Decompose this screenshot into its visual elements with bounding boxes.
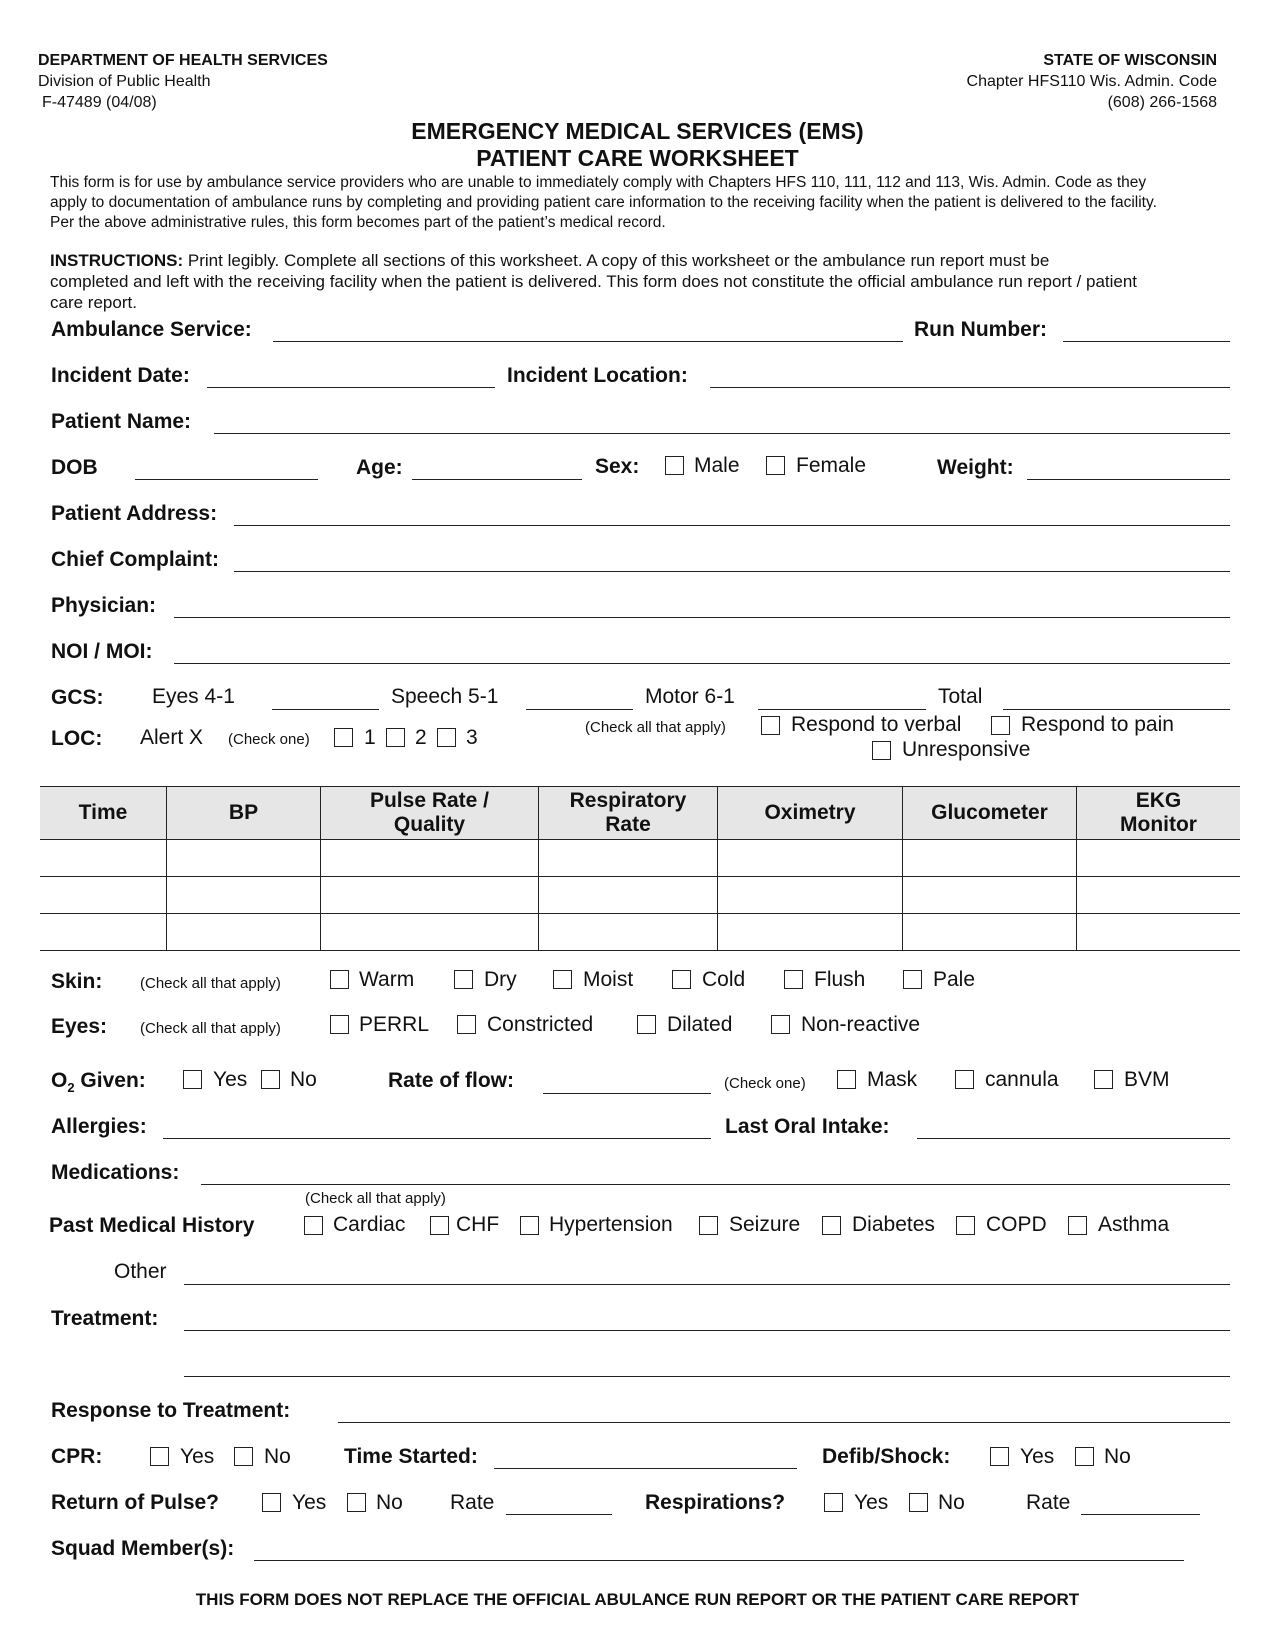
skin-label: Skin:: [51, 970, 103, 993]
defib-yes-checkbox[interactable]: [990, 1447, 1009, 1466]
skin-dry-label: Dry: [484, 968, 517, 991]
pmh-seizure-label: Seizure: [729, 1213, 801, 1236]
patient-address-field[interactable]: [234, 525, 1230, 526]
table-cell[interactable]: [1077, 840, 1241, 877]
eyes-hint: (Check all that apply): [140, 1020, 281, 1037]
allergies-label: Allergies:: [51, 1115, 147, 1138]
eyes-dilated-label: Dilated: [667, 1013, 733, 1036]
dob-field[interactable]: [135, 479, 318, 480]
gcs-label: GCS:: [51, 686, 104, 709]
treatment-label: Treatment:: [51, 1307, 159, 1330]
pulse-rate-field[interactable]: [506, 1514, 612, 1515]
form-title-line1: EMERGENCY MEDICAL SERVICES (EMS): [411, 118, 864, 144]
pulse-yes-label: Yes: [292, 1491, 327, 1514]
skin-moist-label: Moist: [583, 968, 634, 991]
incident-location-label: Incident Location:: [507, 364, 688, 387]
respond-verbal-label: Respond to verbal: [791, 713, 962, 736]
rate-of-flow-label: Rate of flow:: [388, 1069, 514, 1092]
chapter-code: Chapter HFS110 Wis. Admin. Code: [966, 73, 1217, 90]
last-oral-intake-label: Last Oral Intake:: [725, 1115, 890, 1138]
time-started-label: Time Started:: [344, 1445, 478, 1468]
incident-date-field[interactable]: [207, 387, 495, 388]
medications-field[interactable]: [201, 1184, 1230, 1185]
form-title-line2: PATIENT CARE WORKSHEET: [476, 145, 799, 171]
o2-no-checkbox[interactable]: [261, 1070, 280, 1089]
o2-given-label: $O_2$ Given:: [51, 1069, 146, 1096]
medications-label: Medications:: [51, 1161, 180, 1184]
pmh-hypertension-label: Hypertension: [549, 1213, 673, 1236]
loc-1-checkbox[interactable]: [334, 728, 353, 747]
pmh-copd-checkbox[interactable]: [956, 1216, 975, 1235]
pmh-chf-label: CHF: [456, 1213, 500, 1236]
resp-rate-label: Rate: [1026, 1491, 1071, 1514]
col-bp: BP: [167, 787, 321, 840]
table-cell[interactable]: [903, 914, 1077, 951]
form-number: F-47489 (04/08): [42, 94, 157, 111]
gcs-motor-field[interactable]: [758, 709, 926, 710]
instructions-label: INSTRUCTIONS:: [50, 251, 184, 270]
eyes-nonreactive-label: Non-reactive: [801, 1013, 921, 1036]
treatment-field-1[interactable]: [184, 1330, 1230, 1331]
resp-no-label: No: [938, 1491, 965, 1514]
division-name: Division of Public Health: [38, 73, 211, 90]
table-cell[interactable]: [167, 840, 321, 877]
cpr-yes-label: Yes: [180, 1445, 215, 1468]
female-checkbox[interactable]: [766, 456, 785, 475]
skin-pale-label: Pale: [933, 968, 976, 991]
cpr-no-checkbox[interactable]: [234, 1447, 253, 1466]
pmh-cardiac-checkbox[interactable]: [304, 1216, 323, 1235]
table-cell[interactable]: [539, 914, 718, 951]
phone-number: (608) 266-1568: [1107, 94, 1217, 111]
patient-name-field[interactable]: [214, 433, 1230, 434]
table-row: [40, 914, 1240, 951]
table-row: [40, 840, 1240, 877]
pmh-seizure-checkbox[interactable]: [699, 1216, 718, 1235]
cannula-checkbox[interactable]: [955, 1070, 974, 1089]
skin-dry-checkbox[interactable]: [454, 970, 473, 989]
patient-name-label: Patient Name:: [51, 410, 192, 433]
cpr-label: CPR:: [51, 1445, 103, 1468]
o2-yes-label: Yes: [213, 1068, 248, 1091]
footer-notice: THIS FORM DOES NOT REPLACE THE OFFICIAL ABULANCE RUN REPORT OR THE PATIENT CARE REPORT: [195, 1590, 1080, 1609]
noi-moi-field[interactable]: [174, 663, 1230, 664]
skin-cold-checkbox[interactable]: [672, 970, 691, 989]
response-field[interactable]: [338, 1422, 1230, 1423]
state-name: STATE OF WISCONSIN: [1043, 52, 1217, 69]
resp-yes-checkbox[interactable]: [824, 1493, 843, 1512]
treatment-field-2[interactable]: [184, 1376, 1230, 1377]
skin-warm-label: Warm: [359, 968, 415, 991]
resp-rate-field[interactable]: [1081, 1514, 1200, 1515]
eyes-constricted-label: Constricted: [487, 1013, 594, 1036]
loc-alert-label: Alert X: [140, 726, 204, 749]
bvm-label: BVM: [1124, 1068, 1170, 1091]
col-respiratory: Respiratory Rate: [539, 787, 718, 840]
ambulance-service-field[interactable]: [273, 341, 903, 342]
patient-address-label: Patient Address:: [51, 502, 218, 525]
pmh-hint: (Check all that apply): [305, 1190, 446, 1207]
table-cell[interactable]: [718, 914, 903, 951]
pmh-asthma-label: Asthma: [1098, 1213, 1170, 1236]
rate-of-flow-field[interactable]: [543, 1093, 711, 1094]
vitals-table: [40, 786, 1240, 951]
sex-label: Sex:: [595, 455, 640, 478]
time-started-field[interactable]: [494, 1468, 797, 1469]
chief-complaint-field[interactable]: [234, 571, 1230, 572]
eyes-constricted-checkbox[interactable]: [457, 1015, 476, 1034]
table-cell[interactable]: [1077, 877, 1241, 914]
loc-3-checkbox[interactable]: [437, 728, 456, 747]
gcs-motor-label: Motor 6-1: [645, 685, 735, 708]
respirations-label: Respirations?: [645, 1491, 786, 1514]
male-checkbox[interactable]: [665, 456, 684, 475]
mask-label: Mask: [867, 1068, 918, 1091]
table-cell[interactable]: [718, 840, 903, 877]
incident-date-label: Incident Date:: [51, 364, 190, 387]
pmh-other-label: Other: [114, 1260, 167, 1283]
mask-checkbox[interactable]: [837, 1070, 856, 1089]
pmh-chf-checkbox[interactable]: [430, 1216, 449, 1235]
pulse-rate-label: Rate: [450, 1491, 495, 1514]
loc-2-checkbox[interactable]: [386, 728, 405, 747]
weight-label: Weight:: [937, 456, 1014, 479]
gcs-total-field[interactable]: [1003, 709, 1230, 710]
pmh-other-field[interactable]: [184, 1284, 1230, 1285]
table-cell[interactable]: [1077, 914, 1241, 951]
ambulance-service-label: Ambulance Service:: [51, 318, 252, 341]
squad-members-label: Squad Member(s):: [51, 1537, 235, 1560]
physician-label: Physician:: [51, 594, 157, 617]
defib-yes-label: Yes: [1020, 1445, 1055, 1468]
table-cell[interactable]: [539, 877, 718, 914]
noi-moi-label: NOI / MOI:: [51, 640, 153, 663]
skin-hint: (Check all that apply): [140, 975, 281, 992]
pulse-yes-checkbox[interactable]: [262, 1493, 281, 1512]
instructions-line1: [50, 251, 1049, 271]
eyes-label: Eyes:: [51, 1015, 108, 1038]
gcs-speech-label: Speech 5-1: [391, 685, 499, 708]
table-cell[interactable]: [321, 877, 539, 914]
table-cell[interactable]: [167, 914, 321, 951]
age-field[interactable]: [412, 479, 582, 480]
pmh-copd-label: COPD: [986, 1213, 1047, 1236]
weight-field[interactable]: [1027, 479, 1230, 480]
gcs-speech-field[interactable]: [526, 709, 633, 710]
intro-line3: Per the above administrative rules, this form becomes part of the patient’s medical record.: [50, 214, 666, 231]
table-cell[interactable]: [539, 840, 718, 877]
last-oral-intake-field[interactable]: [917, 1138, 1230, 1139]
eyes-nonreactive-checkbox[interactable]: [771, 1015, 790, 1034]
chief-complaint-label: Chief Complaint:: [51, 548, 219, 571]
skin-cold-label: Cold: [702, 968, 746, 991]
col-glucometer: Glucometer: [903, 787, 1077, 840]
o2-yes-checkbox[interactable]: [183, 1070, 202, 1089]
defib-label: Defib/Shock:: [822, 1445, 951, 1468]
respond-verbal-checkbox[interactable]: [761, 716, 780, 735]
intro-line2: apply to documentation of ambulance runs by completing and providing patient care information to the receiving facility when the patient is delivered to the facility.: [50, 194, 1157, 211]
gcs-eyes-field[interactable]: [272, 709, 379, 710]
respond-pain-checkbox[interactable]: [991, 716, 1010, 735]
skin-moist-checkbox[interactable]: [553, 970, 572, 989]
instructions-line2: completed and left with the receiving facility when the patient is delivered. This form does not constitute the official ambulance run report / patient: [50, 272, 1138, 291]
eyes-perrl-checkbox[interactable]: [330, 1015, 349, 1034]
run-number-field[interactable]: [1063, 341, 1230, 342]
department-name: DEPARTMENT OF HEALTH SERVICES: [38, 52, 328, 69]
loc-1-label: 1: [364, 726, 376, 749]
table-cell[interactable]: [40, 877, 167, 914]
pmh-diabetes-checkbox[interactable]: [822, 1216, 841, 1235]
skin-flush-checkbox[interactable]: [784, 970, 803, 989]
age-label: Age:: [356, 456, 403, 479]
bvm-checkbox[interactable]: [1094, 1070, 1113, 1089]
col-pulse: Pulse Rate / Quality: [321, 787, 539, 840]
squad-members-field[interactable]: [254, 1560, 1184, 1561]
unresponsive-label: Unresponsive: [902, 738, 1031, 761]
intro-line1: This form is for use by ambulance service providers who are unable to immediately comply with Chapters HFS 110, 111, 112 and 113, Wis. Admin. Code as they: [50, 174, 1147, 191]
skin-flush-label: Flush: [814, 968, 866, 991]
run-number-label: Run Number:: [914, 318, 1047, 341]
pulse-no-label: No: [376, 1491, 403, 1514]
cpr-yes-checkbox[interactable]: [150, 1447, 169, 1466]
defib-no-checkbox[interactable]: [1075, 1447, 1094, 1466]
response-label: Response to Treatment:: [51, 1399, 291, 1422]
col-oximetry: Oximetry: [718, 787, 903, 840]
table-cell[interactable]: [903, 877, 1077, 914]
table-cell[interactable]: [903, 840, 1077, 877]
instructions-line3: care report.: [50, 293, 137, 312]
loc-label: LOC:: [51, 727, 103, 750]
eyes-perrl-label: PERRL: [359, 1013, 430, 1036]
cannula-label: cannula: [985, 1068, 1059, 1091]
col-ekg: EKG Monitor: [1077, 787, 1241, 840]
physician-field[interactable]: [174, 617, 1230, 618]
table-row: [40, 877, 1240, 914]
eyes-dilated-checkbox[interactable]: [637, 1015, 656, 1034]
respond-pain-label: Respond to pain: [1021, 713, 1174, 736]
gcs-total-label: Total: [938, 685, 983, 708]
resp-no-checkbox[interactable]: [909, 1493, 928, 1512]
resp-yes-label: Yes: [854, 1491, 889, 1514]
pmh-cardiac-label: Cardiac: [333, 1213, 406, 1236]
table-cell[interactable]: [40, 914, 167, 951]
pmh-hypertension-checkbox[interactable]: [520, 1216, 539, 1235]
pmh-diabetes-label: Diabetes: [852, 1213, 935, 1236]
defib-no-label: No: [1104, 1445, 1131, 1468]
female-label: Female: [796, 454, 867, 477]
table-cell[interactable]: [718, 877, 903, 914]
male-label: Male: [694, 454, 740, 477]
skin-warm-checkbox[interactable]: [330, 970, 349, 989]
table-cell[interactable]: [40, 840, 167, 877]
loc-check-one-hint: (Check one): [228, 731, 310, 748]
col-time: Time: [40, 787, 167, 840]
return-pulse-label: Return of Pulse?: [51, 1491, 220, 1514]
gcs-eyes-label: Eyes 4-1: [152, 685, 235, 708]
unresponsive-checkbox[interactable]: [872, 741, 891, 760]
loc-2-label: 2: [415, 726, 427, 749]
table-cell[interactable]: [321, 914, 539, 951]
loc-check-all-hint: (Check all that apply): [585, 719, 726, 736]
o2-no-label: No: [290, 1068, 317, 1091]
pmh-asthma-checkbox[interactable]: [1068, 1216, 1087, 1235]
pulse-no-checkbox[interactable]: [347, 1493, 366, 1512]
allergies-field[interactable]: [163, 1138, 711, 1139]
incident-location-field[interactable]: [710, 387, 1230, 388]
o2-check-one-hint: (Check one): [724, 1075, 806, 1092]
skin-pale-checkbox[interactable]: [903, 970, 922, 989]
loc-3-label: 3: [466, 726, 478, 749]
cpr-no-label: No: [264, 1445, 291, 1468]
table-cell[interactable]: [321, 840, 539, 877]
pmh-label: Past Medical History: [49, 1214, 255, 1237]
instructions-text1: Print legibly. Complete all sections of this worksheet. A copy of this worksheet or the ambulance run report must be: [187, 251, 1050, 270]
table-cell[interactable]: [167, 877, 321, 914]
dob-label: DOB: [51, 456, 98, 479]
